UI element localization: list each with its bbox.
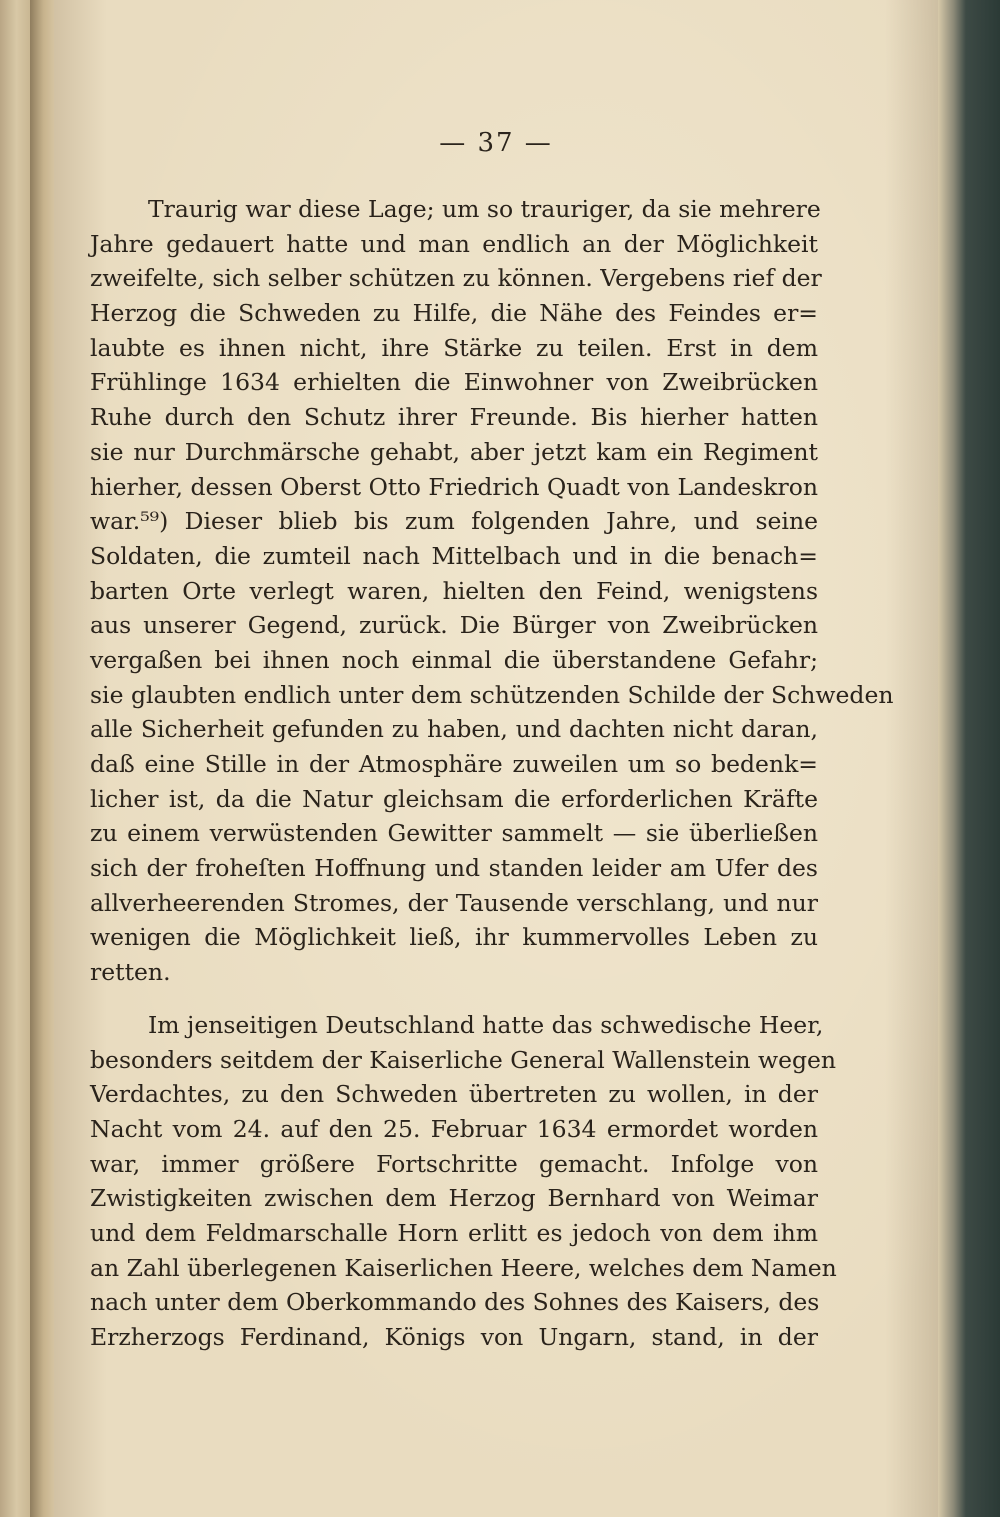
text-line: sich der froheſten Hoffnung und standen leider am Ufer des (90, 854, 818, 883)
text-line: sie glaubten endlich unter dem schützenden Schilde der Schweden (90, 680, 894, 709)
text-line: daß eine Stille in der Atmosphäre zuweilen um so bedenk= (90, 750, 818, 778)
text-line: Jahre gedauert hatte und man endlich an der Möglichkeit (90, 229, 818, 258)
text-line: war.⁵⁹) Dieser blieb bis zum folgenden Jahre, und seine (90, 507, 818, 536)
text-line: nach unter dem Oberkommando des Sohnes des Kaisers, des (90, 1288, 820, 1317)
text-line: licher ist, da die Natur gleichsam die erforderlichen Kräfte (90, 784, 818, 813)
text-line: Zwistigkeiten zwischen dem Herzog Bernhard von Weimar (90, 1184, 818, 1213)
text-line: Soldaten, die zumteil nach Mittelbach und in die benach= (90, 541, 818, 570)
text-line: laubte es ihnen nicht, ihre Stärke zu teilen. Erst in dem (90, 333, 818, 362)
book-cover-edge (938, 0, 1000, 1517)
text-line: wenigen die Möglichkeit ließ, ihr kummervolles Leben zu (90, 923, 818, 952)
text-line: Verdachtes, zu den Schweden übertreten zu wollen, in der (90, 1080, 818, 1109)
text-line: an Zahl überlegenen Kaiserlichen Heere, welches dem Namen (90, 1253, 837, 1282)
text-line: Frühlinge 1634 erhielten die Einwohner von Zweibrücken (90, 368, 818, 397)
text-line: allverheerenden Stromes, der Tausende verschlang, und nur (90, 888, 818, 917)
text-line: Traurig war diese Lage; um so trauriger, da sie mehrere (148, 195, 821, 223)
text-line: besonders seitdem der Kaiserliche General Wallenstein wegen (90, 1045, 837, 1074)
page-number: — 37 — (439, 128, 553, 158)
text-line: Herzog die Schweden zu Hilfe, die Nähe des Feindes er= (90, 299, 818, 328)
text-line: Erzherzogs Ferdinand, Königs von Ungarn, stand, in der (90, 1323, 818, 1351)
text-line: Ruhe durch den Schutz ihrer Freunde. Bis hierher hatten (90, 403, 818, 432)
text-line: Im jenseitigen Deutschland hatte das schwedische Heer, (148, 1010, 824, 1039)
page-body (90, 192, 894, 1355)
paragraph (90, 192, 894, 990)
text-line: barten Orte verlegt waren, hielten den Feind, wenigstens (90, 576, 818, 605)
text-line: Nacht vom 24. auf den 25. Februar 1634 ermordet worden (90, 1114, 818, 1143)
text-line: vergaßen bei ihnen noch einmal die überstandene Gefahr; (90, 645, 818, 674)
text-line: hierher, dessen Oberst Otto Friedrich Quadt von Landeskron (90, 472, 818, 501)
text-line: aus unserer Gegend, zurück. Die Bürger von Zweibrücken (90, 611, 818, 640)
text-line: alle Sicherheit gefunden zu haben, und dachten nicht daran, (90, 715, 818, 744)
text-line: sie nur Durchmärsche gehabt, aber jetzt kam ein Regiment (90, 437, 818, 466)
book-page (54, 0, 938, 1517)
text-line: und dem Feldmarschalle Horn erlitt es jedoch von dem ihm (90, 1218, 818, 1247)
text-line: zu einem verwüstenden Gewitter sammelt — sie überließen (90, 819, 818, 848)
text-line: zweifelte, sich selber schützen zu können. Vergebens rief der (90, 264, 822, 293)
text-line: war, immer größere Fortschritte gemacht. Infolge von (90, 1149, 818, 1178)
adjacent-page-edge (0, 0, 30, 1517)
text-line: retten. (90, 958, 171, 987)
paragraph (90, 1008, 837, 1355)
